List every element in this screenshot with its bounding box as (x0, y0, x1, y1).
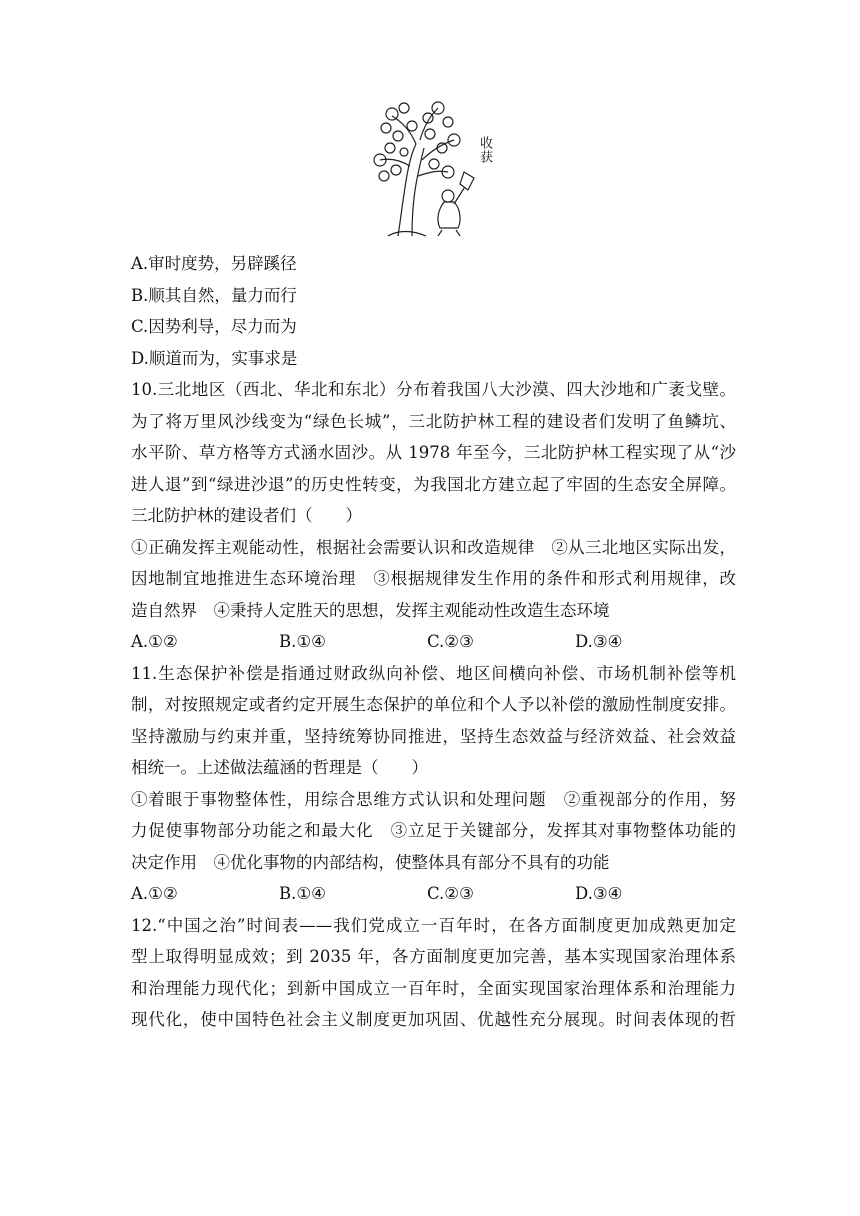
stem-line: 相统一。上述做法蕴涵的哲理是（ ） (131, 758, 428, 777)
stem-line: 进人退”到“绿进沙退”的历史性转变，为我国北方建立起了牢固的生态安全屏障。 (131, 474, 736, 494)
stem-line: 制，对按照规定或者约定开展生态保护的单位和个人予以补偿的激励性制度安排。 (131, 695, 736, 714)
stem-line: 为了将万里风沙线变为“绿色长城”，三北防护林工程的建设者们发明了鱼鳞坑、 (131, 411, 736, 431)
option-a: A.①② (131, 884, 178, 903)
stem-line: 10.三北地区（西北、华北和东北）分布着我国八大沙漠、四大沙地和广袤戈壁。 (131, 380, 736, 399)
tree-icon (374, 102, 460, 236)
option-d: D.③④ (575, 884, 623, 903)
option-b: B.①④ (279, 884, 326, 903)
option-line: A.审时度势，另辟蹊径 (131, 254, 297, 273)
stem-line: 坚持激励与约束并重，坚持统筹协同推进，坚持生态效益与经济效益、社会效益 (131, 726, 736, 746)
statement-line: 决定作用 ④优化事物的内部结构，使整体具有部分不具有的功能 (131, 852, 610, 872)
option-c: C.②③ (427, 632, 474, 651)
question-11 (131, 658, 736, 910)
statement-line: ①着眼于事物整体性，用综合思维方式认识和处理问题 ②重视部分的作用，努 (131, 789, 736, 809)
question-10 (131, 374, 736, 658)
statement-line: ①正确发挥主观能动性，根据社会需要认识和改造规律 ②从三北地区实际出发， (131, 537, 736, 557)
statement-line: 力促使事物部分功能之和最大化 ③立足于关键部分，发挥其对事物整体功能的 (131, 821, 736, 840)
stem-line: 水平阶、草方格等方式涵水固沙。从 1978 年至今，三北防护林工程实现了从“沙 (131, 443, 736, 462)
statement-line: 因地制宜地推进生态环境治理 ③根据规律发生作用的条件和形式利用规律，改 (131, 569, 736, 588)
exam-content (131, 248, 736, 1036)
option-a: A.①② (131, 632, 178, 651)
stem-line: 和治理能力现代化；到新中国成立一百年时，全面实现国家治理体系和治理能力 (131, 978, 736, 998)
harvest-cartoon-illustration (368, 100, 498, 238)
q9-options (131, 248, 736, 374)
stem-line: 11.生态保护补偿是指通过财政纵向补偿、地区间横向补偿、市场机制补偿等机 (131, 663, 736, 683)
option-c: C.②③ (427, 884, 474, 903)
stem-line: 现代化，使中国特色社会主义制度更加巩固、优越性充分展现。时间表体现的哲 (131, 1010, 736, 1029)
option-line: C.因势利导，尽力而为 (131, 317, 297, 336)
option-line: B.顺其自然，量力而行 (131, 285, 297, 305)
answer-options (131, 626, 736, 658)
cartoon-caption: 收获 (477, 136, 492, 164)
stem-line: 型上取得明显成效；到 2035 年，各方面制度更加完善，基本实现国家治理体系 (131, 947, 736, 966)
stem-line: 三北防护林的建设者们（ ） (131, 506, 362, 525)
answer-options (131, 878, 736, 910)
stem-line: 12.“中国之治”时间表——我们党成立一百年时，在各方面制度更加成熟更加定 (131, 915, 736, 935)
option-d: D.③④ (575, 632, 623, 651)
farmer-with-axe-icon (438, 172, 474, 236)
option-b: B.①④ (279, 632, 326, 651)
statement-line: 造自然界 ④秉持人定胜天的思想，发挥主观能动性改造生态环境 (131, 600, 610, 620)
option-line: D.顺道而为，实事求是 (131, 348, 298, 368)
question-12 (131, 910, 736, 1036)
